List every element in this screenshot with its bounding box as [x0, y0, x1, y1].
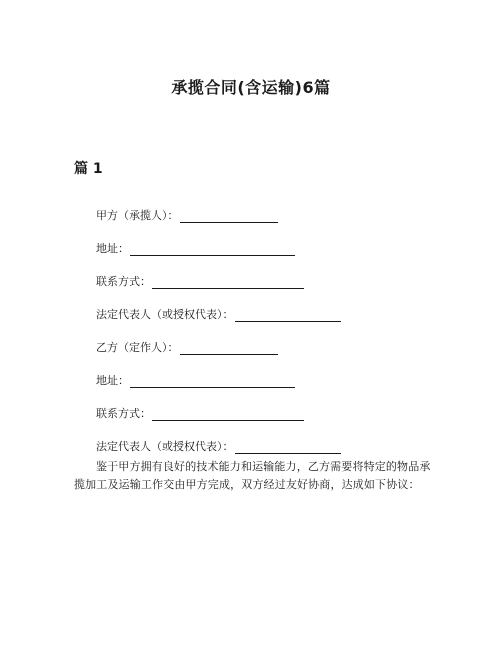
party-b-name-label: 乙方（定作人）： — [96, 341, 179, 354]
party-b-contact-field — [96, 407, 304, 421]
party-a-address-label: 地址： — [96, 242, 129, 255]
party-a-contact-label: 联系方式： — [96, 275, 151, 288]
party-b-name-field — [96, 341, 278, 355]
intro-paragraph: 鉴于甲方拥有良好的技术能力和运输能力，乙方需要将特定的物品承揽加工及运输工作交由甲方完成，双方经过友好协商，达成如下协议： — [74, 460, 431, 491]
party-a-address-field — [96, 242, 295, 256]
party-a-contact-blank — [152, 277, 304, 289]
party-a-contact-field — [96, 275, 304, 289]
party-a-name-blank — [180, 211, 278, 223]
party-a-name-label: 甲方（承揽人）： — [96, 209, 179, 222]
party-b-address-blank — [130, 376, 295, 388]
party-a-name-field — [96, 209, 278, 223]
party-a-address-blank — [130, 244, 295, 256]
party-b-address-label: 地址： — [96, 374, 129, 387]
party-b-contact-label: 联系方式： — [96, 407, 151, 420]
party-b-representative-label: 法定代表人（或授权代表）： — [96, 440, 234, 453]
party-a-representative-blank — [235, 310, 341, 322]
party-b-representative-blank — [235, 442, 341, 454]
party-b-contact-blank — [152, 409, 304, 421]
party-b-representative-field — [96, 440, 341, 454]
document-title: 承揽合同(含运输)6篇 — [171, 78, 331, 97]
party-a-representative-label: 法定代表人（或授权代表）： — [96, 308, 234, 321]
party-b-address-field — [96, 374, 295, 388]
section-heading: 篇 1 — [74, 161, 103, 177]
party-a-representative-field — [96, 308, 341, 322]
party-b-name-blank — [180, 343, 278, 355]
